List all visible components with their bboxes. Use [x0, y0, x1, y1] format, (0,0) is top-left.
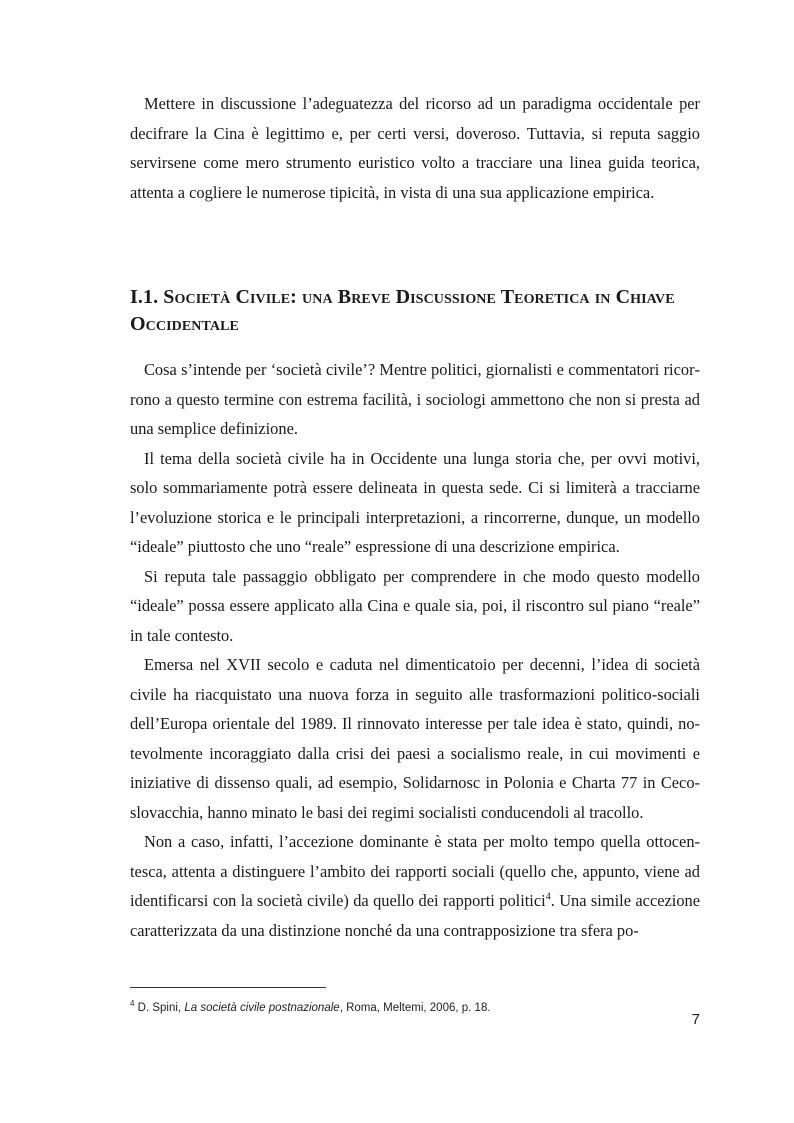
footnote-author: D. Spini, [137, 1001, 185, 1014]
section-body-part1 [130, 355, 700, 650]
body-paragraph-5-text-a: Non a caso, infatti, l’accezione dominante è stata per molto tempo quella ottocentesca, attenta a distinguere l’ambito dei rapporti sociali (quello che, appunto, viene ad identificarsi con la società civile) da quello dei rapporti politici [130, 832, 700, 910]
page-number: 7 [691, 1011, 700, 1028]
body-paragraph-2: Il tema della società civile ha in Occidente una lunga storia che, per ovvi motivi, solo sommariamente potrà essere delineata in questa sede. Ci si limiterà a tracciarne l’evoluzione storica e le principali interpretazioni, a rincorrerne, dunque, un modello “ideale” piuttosto che uno “reale” espressione di una descrizione empirica. [130, 448, 700, 556]
footnote [130, 996, 700, 1016]
footnote-title: La società civile postnazionale [184, 1001, 340, 1014]
footnote-number: 4 [130, 999, 135, 1008]
intro-section [130, 89, 700, 207]
intro-paragraph: Mettere in discussione l’adeguatezza del ricorso ad un paradigma occidentale per decifrare la Cina è legittimo e, per certi versi, doveroso. Tuttavia, si reputa saggio servirsene come mero strumento euristico volto a tracciare una linea guida teorica, attenta a cogliere le numerose tipicità, in vista di una sua applicazione empirica. [130, 94, 700, 202]
body-paragraph-4: Emersa nel XVII secolo e caduta nel dimenticatoio per decenni, l’idea di società civile ha riacquistato una nuova forza in seguito alle trasformazioni politico-sociali dell’Europa orientale del 1989. Il rinnovato interesse per tale idea è stato, quindi, notevolmente incoraggiato dalla crisi dei paesi a socialismo reale, in cui movimenti e iniziative di dissenso quali, ad esempio, Solidarnosc in Polonia e Charta 77 in Cecoslovacchia, hanno minato le basi dei regimi socialisti conducendoli al tracollo. [130, 655, 700, 822]
body-paragraph-1: Cosa s’intende per ‘società civile’? Mentre politici, giornalisti e commentatori ricorrono a questo termine con estrema facilità, i sociologi ammettono che non si presta ad una semplice definizione. [130, 360, 700, 438]
section-heading: I.1. Società Civile: una Breve Discussione Teoretica in Chiave Occidentale [130, 286, 675, 335]
body-paragraph-3: Si reputa tale passaggio obbligato per comprendere in che modo questo modello “ideale” possa essere applicato alla Cina e quale sia, poi, il riscontro sul piano “reale” in tale contesto. [130, 566, 700, 645]
footnote-details: , Roma, Meltemi, 2006, p. 18. [339, 1001, 491, 1014]
section-body-part2 [130, 650, 700, 945]
footnote-reference: 4 [545, 891, 551, 903]
body-paragraph-5 [130, 827, 700, 945]
footnote-divider [130, 987, 326, 988]
body-paragraph-5-text-b: . Una simile accezione caratterizzata da una distinzione nonché da una contrapposizione tra sfera po- [130, 891, 701, 940]
